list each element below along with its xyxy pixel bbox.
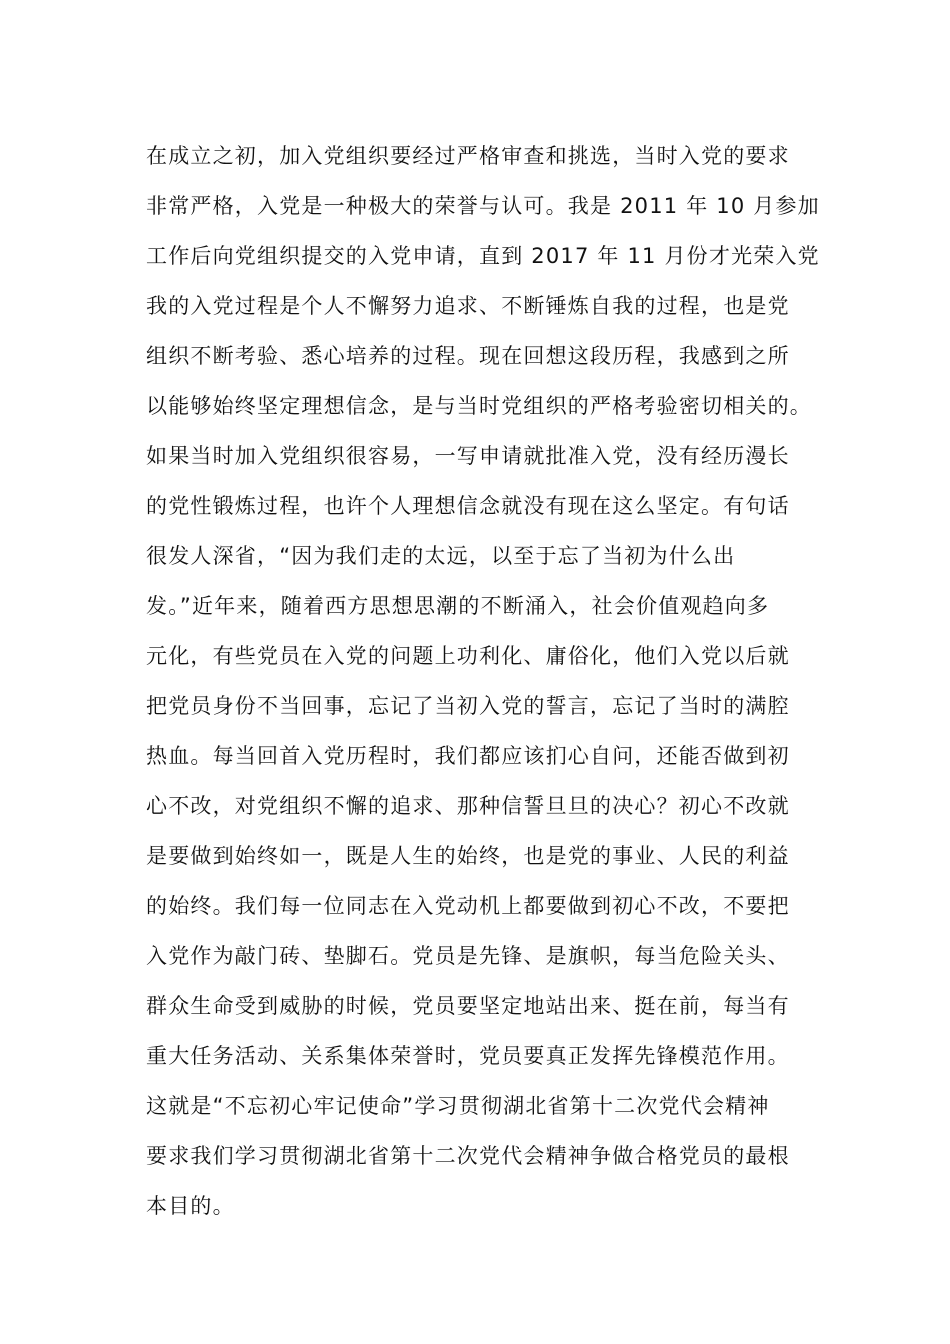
text-line: 的始终。我们每一位同志在入党动机上都要做到初心不改，不要把: [146, 894, 790, 918]
text-line: 重大任务活动、关系集体荣誉时，党员要真正发挥先锋模范作用。: [146, 1044, 790, 1068]
text-line: 热血。每当回首入党历程时，我们都应该扪心自问，还能否做到初: [146, 744, 790, 768]
text-line: 如果当时加入党组织很容易，一写申请就批准入党，没有经历漫长: [146, 444, 790, 468]
text-line: 要求我们学习贯彻湖北省第十二次党代会精神争做合格党员的最根: [146, 1144, 790, 1168]
text-line: 工作后向党组织提交的入党申请，直到 2017 年 11 月份才光荣入党: [146, 244, 820, 268]
text-line: 心不改，对党组织不懈的追求、那种信誓旦旦的决心？初心不改就: [146, 794, 790, 818]
text-line: 这就是“不忘初心牢记使命”学习贯彻湖北省第十二次党代会精神: [146, 1094, 770, 1118]
text-line: 组织不断考验、悉心培养的过程。现在回想这段历程，我感到之所: [146, 344, 790, 368]
text-line: 本目的。: [146, 1194, 235, 1218]
body-text: [146, 131, 846, 1231]
text-line: 入党作为敲门砖、垫脚石。党员是先锋、是旗帜，每当危险关头、: [146, 944, 790, 968]
text-line: 我的入党过程是个人不懈努力追求、不断锤炼自我的过程，也是党: [146, 294, 790, 318]
text-line: 很发人深省，“因为我们走的太远，以至于忘了当初为什么出: [146, 544, 736, 568]
text-line: 的党性锻炼过程，也许个人理想信念就没有现在这么坚定。有句话: [146, 494, 790, 518]
text-line: 把党员身份不当回事，忘记了当初入党的誓言，忘记了当时的满腔: [146, 694, 790, 718]
text-line: 以能够始终坚定理想信念，是与当时党组织的严格考验密切相关的。: [146, 394, 812, 418]
text-line: 元化，有些党员在入党的问题上功利化、庸俗化，他们入党以后就: [146, 644, 790, 668]
text-line: 在成立之初，加入党组织要经过严格审查和挑选，当时入党的要求: [146, 144, 790, 168]
text-line: 非常严格，入党是一种极大的荣誉与认可。我是 2011 年 10 月参加: [146, 194, 820, 218]
text-line: 发。”近年来，随着西方思想思潮的不断涌入，社会价值观趋向多: [146, 594, 770, 618]
text-line: 群众生命受到威胁的时候，党员要坚定地站出来、挺在前，每当有: [146, 994, 790, 1018]
text-line: 是要做到始终如一，既是人生的始终，也是党的事业、人民的利益: [146, 844, 790, 868]
